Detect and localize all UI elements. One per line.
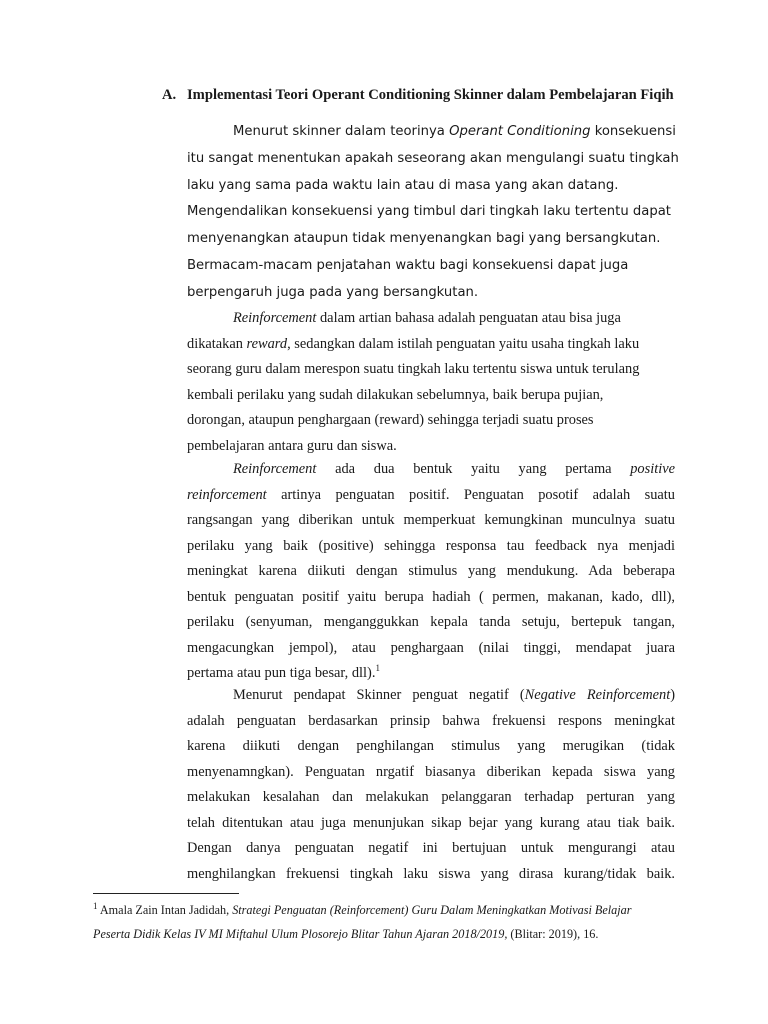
paragraph-line: mengacungkan jempol), atau penghargaan (nilai tinggi, mendapat juara xyxy=(187,639,675,656)
paragraph-line: Reinforcement ada dua bentuk yaitu yang pertama positive xyxy=(233,461,675,477)
paragraph-line: seorang guru dalam merespon suatu tingkah laku tertentu siswa untuk terulang xyxy=(187,361,640,377)
footnote xyxy=(93,898,683,946)
paragraph-line: dorongan, ataupun penghargaan (reward) sehingga terjadi suatu proses xyxy=(187,412,594,428)
paragraph-line: kembali perilaku yang sudah dilakukan sebelumnya, baik berupa pujian, xyxy=(187,386,604,403)
paragraph-positive-reinforcement xyxy=(187,457,675,687)
paragraph-line: berpengaruh juga pada yang bersangkutan. xyxy=(187,284,479,300)
paragraph-line: perilaku (senyuman, menganggukkan kepala tanda setuju, bertepuk tangan, xyxy=(187,614,675,630)
section-heading xyxy=(162,86,674,105)
paragraph-line: laku yang sama pada waktu lain atau di masa yang akan datang. xyxy=(187,177,619,193)
footnote-reference: 1 xyxy=(375,663,380,674)
paragraph-line: meningkat karena diikuti dengan stimulus yang mendukung. Ada beberapa xyxy=(187,563,675,579)
footnote-separator xyxy=(93,893,239,894)
paragraph-line: menghilangkan frekuensi tingkah laku siswa yang dirasa kurang/tidak baik. xyxy=(187,865,675,882)
paragraph-line: reinforcement artinya penguatan positif. Penguatan posotif adalah suatu xyxy=(187,486,675,503)
paragraph-line: karena diikuti dengan penghilangan stimulus yang merugikan (tidak xyxy=(187,738,675,754)
paragraph-reinforcement-definition xyxy=(187,306,675,459)
paragraph-line: Dengan danya penguatan negatif ini bertujuan untuk mengurangi atau xyxy=(187,840,675,856)
footnote-line: $^1$ Amala Zain Intan Jadidah, Strategi Penguatan (Reinforcement) Guru Dalam Meningkatkan Motivasi Belajar xyxy=(93,900,632,917)
paragraph-line: Mengendalikan konsekuensi yang timbul dari tingkah laku tertentu dapat xyxy=(187,204,671,220)
section-title: Implementasi Teori Operant Conditioning Skinner dalam Pembelajaran Fiqih xyxy=(187,87,674,103)
paragraph-line: pertama atau pun tiga besar, dll).$^1$ xyxy=(187,663,380,681)
paragraph-negative-reinforcement xyxy=(187,683,675,887)
paragraph-line: Menurut skinner dalam teorinya Operant Conditioning konsekuensi xyxy=(233,124,676,139)
paragraph-line: pembelajaran antara guru dan siswa. xyxy=(187,437,397,454)
paragraph-line: Menurut pendapat Skinner penguat negatif (Negative Reinforcement) xyxy=(233,687,675,703)
footnote-line: Peserta Didik Kelas IV MI Miftahul Ulum Plosorejo Blitar Tahun Ajaran 2018/2019, (Blitar: 2019), 16. xyxy=(93,927,599,941)
paragraph-line: Reinforcement dalam artian bahasa adalah penguatan atau bisa juga xyxy=(233,310,621,326)
section-letter: A. xyxy=(162,87,177,103)
paragraph-line: adalah penguatan berdasarkan prinsip bahwa frekuensi respons meningkat xyxy=(187,712,675,729)
paragraph-line: menyenamngkan). Penguatan nrgatif biasanya diberikan kepada siswa yang xyxy=(187,763,675,780)
footnote-number: 1 xyxy=(93,900,98,911)
paragraph-line: menyenangkan ataupun tidak menyenangkan bagi yang bersangkutan. xyxy=(187,231,661,247)
paragraph-line: melakukan kesalahan dan melakukan pelanggaran terhadap perturan yang xyxy=(187,789,675,805)
paragraph-line: dikatakan reward, sedangkan dalam istilah penguatan yaitu usaha tingkah laku xyxy=(187,335,640,352)
paragraph-line: itu sangat menentukan apakah seseorang akan mengulangi suatu tingkah xyxy=(187,150,679,166)
paragraph-line: telah ditentukan atau juga menunjukan sikap bejar yang kurang atau tiak baik. xyxy=(187,814,675,831)
paragraph-line: Bermacam-macam penjatahan waktu bagi konsekuensi dapat juga xyxy=(187,257,629,273)
paragraph-line: bentuk penguatan positif yaitu berupa hadiah ( permen, makanan, kado, dll), xyxy=(187,588,675,605)
paragraph-operant-conditioning xyxy=(187,119,679,307)
paragraph-line: perilaku yang baik (positive) sehingga responsa tau feedback nya menjadi xyxy=(187,537,675,554)
paragraph-line: rangsangan yang diberikan untuk memperkuat kemungkinan munculnya suatu xyxy=(187,512,675,528)
